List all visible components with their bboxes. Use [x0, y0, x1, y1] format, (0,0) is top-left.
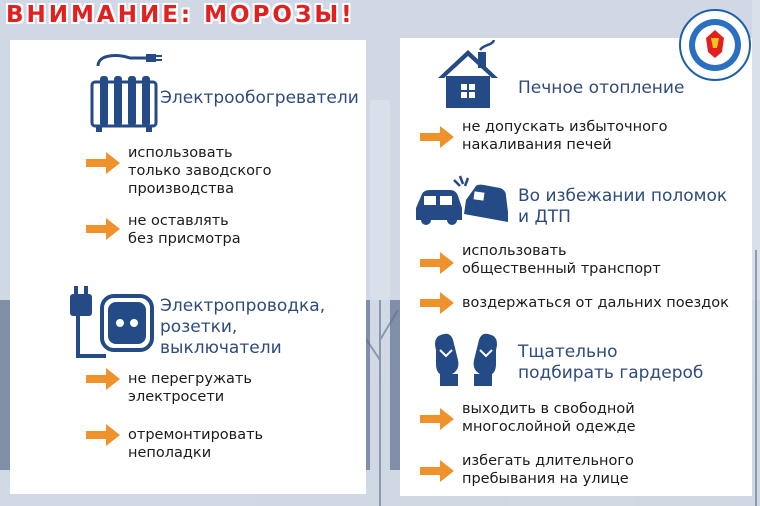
house-icon — [434, 40, 504, 110]
mittens-icon — [430, 330, 502, 390]
list-item: использовать только заводского производства — [128, 145, 272, 197]
arrow-right-icon — [86, 424, 120, 446]
arrow-right-icon — [86, 218, 120, 240]
section-heading: Во избежании поломок и ДТП — [518, 186, 728, 227]
section-heading: Электропроводка, розетки, выключатели — [160, 296, 326, 358]
section-heading: Тщательно подбирать гардероб — [518, 342, 704, 383]
arrow-right-icon — [420, 292, 454, 314]
left-card — [10, 40, 366, 494]
list-item: не оставлять без присмотра — [128, 213, 241, 247]
socket-plug-icon — [68, 286, 158, 362]
arrow-right-icon — [86, 152, 120, 174]
list-item: использовать общественный транспорт — [462, 243, 661, 277]
arrow-right-icon — [420, 126, 454, 148]
list-item: воздержаться от дальних поездок — [462, 295, 729, 311]
radiator-icon — [90, 46, 166, 132]
section-heading: Электрообогреватели — [160, 88, 359, 108]
right-card — [400, 38, 752, 496]
list-item: не допускать избыточного накаливания печей — [462, 119, 668, 153]
list-item: не перегружать электросети — [128, 371, 252, 405]
car-crash-icon — [414, 174, 510, 228]
list-item: избегать длительного пребывания на улице — [462, 453, 634, 487]
page-title: ВНИМАНИЕ: МОРОЗЫ! — [6, 2, 355, 28]
list-item: выходить в свободной многослойной одежде — [462, 401, 636, 435]
arrow-right-icon — [420, 408, 454, 430]
arrow-right-icon — [86, 368, 120, 390]
list-item: отремонтировать неполадки — [128, 427, 264, 461]
section-heading: Печное отопление — [518, 78, 685, 98]
emergency-ministry-emblem-icon — [678, 8, 752, 82]
arrow-right-icon — [420, 252, 454, 274]
arrow-right-icon — [420, 460, 454, 482]
